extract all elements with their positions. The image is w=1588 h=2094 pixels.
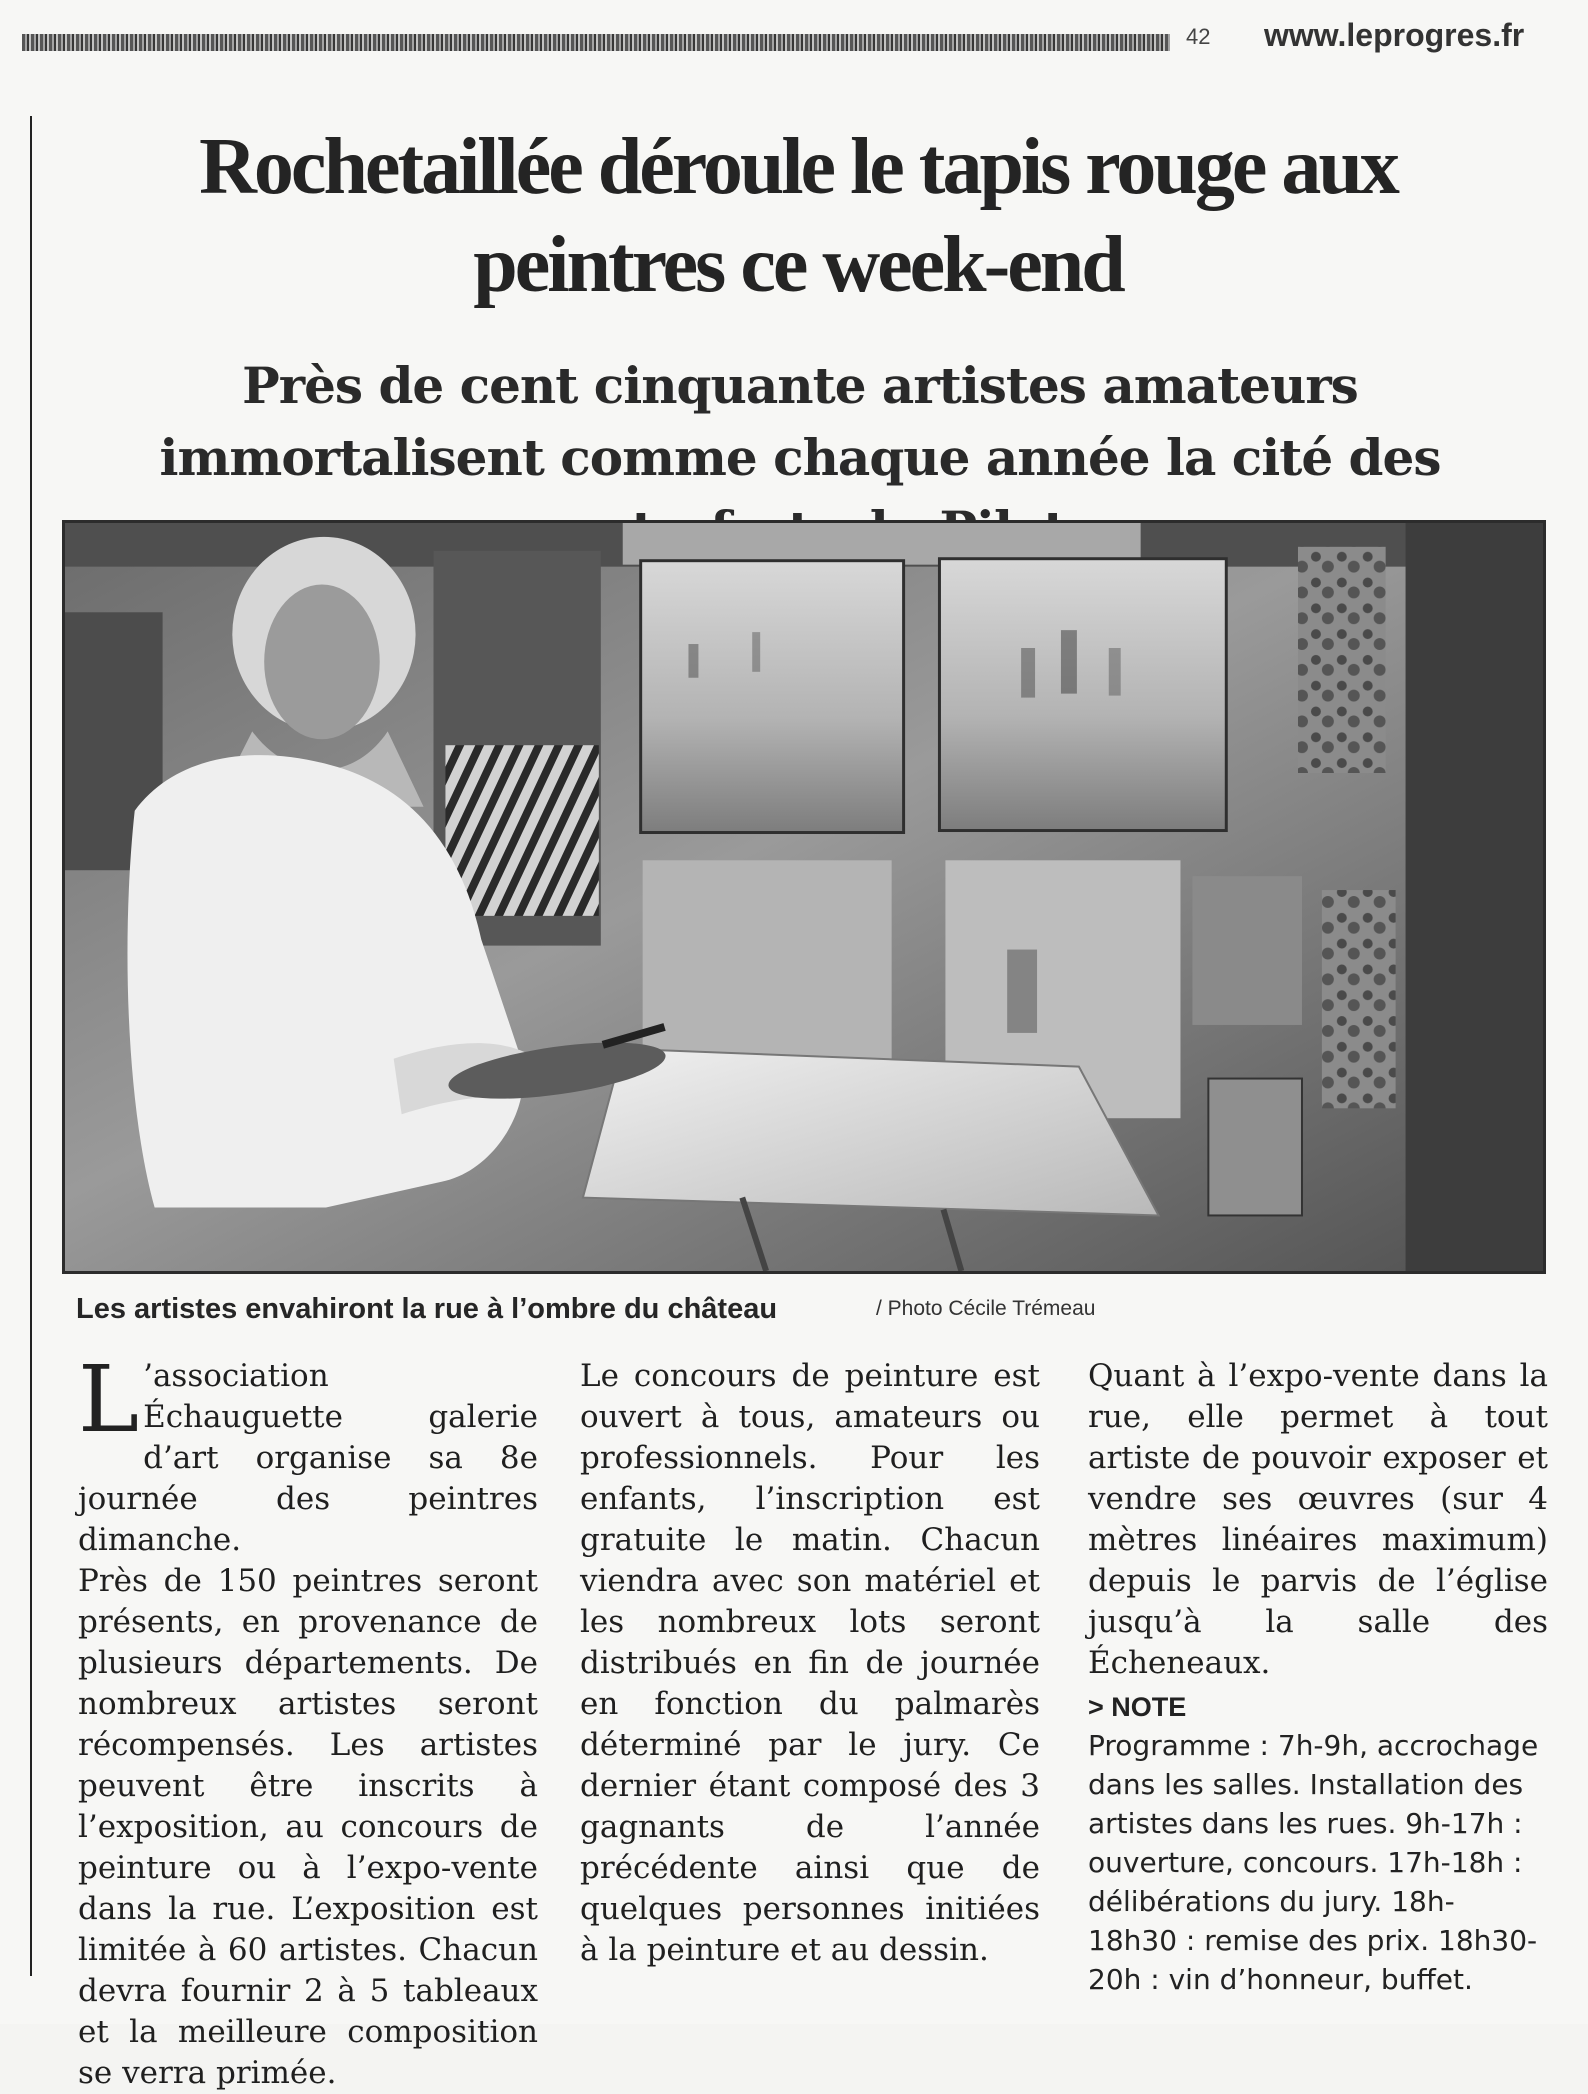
- left-rule: [30, 116, 32, 1976]
- headline: Rochetaillée déroule le tapis rouge aux peintres ce week-end: [199, 123, 1397, 309]
- dropcap: L: [78, 1346, 140, 1453]
- note-title: > NOTE: [1088, 1692, 1187, 1722]
- giraffe-panel: [1322, 890, 1396, 1108]
- upper-right-canvas: [939, 559, 1226, 831]
- photo-caption: Les artistes envahiront la rue à l’ombre du château: [76, 1293, 778, 1325]
- page-number: 42: [1186, 24, 1211, 49]
- display-table: [583, 1049, 1159, 1216]
- article-paragraph: Près de 150 peintres seront présents, en provenance de plusieurs départements. De nombreux artistes seront récompensés. Les artistes peuvent être inscrits à l’exposition, au concours de peinture ou à l’expo-vente dans la rue. L’exposition est limitée à 60 artistes. Chacun devra fournir 2 à 5 tableaux et la meilleure composition se verra primée.: [78, 1563, 538, 2091]
- small-portrait: [1208, 1079, 1302, 1216]
- photo-credit: / Photo Cécile Trémeau: [876, 1297, 1096, 1320]
- top-rule: [22, 34, 1170, 51]
- article-column-middle: [580, 1356, 1040, 1996]
- zebra-painting: [445, 745, 598, 916]
- opening-text: ’association Échauguette galerie d’art organise sa 8e journée des peintres dimanche.: [78, 1358, 538, 1558]
- upper-left-canvas: [641, 561, 904, 833]
- subheadline: Près de cent cinquante artistes amateurs immortalisent comme chaque année la cité des: [159, 356, 1441, 487]
- article-column-right: [1088, 1356, 1548, 1996]
- giraffe-painting: [1298, 547, 1386, 773]
- site-url[interactable]: www.leprogres.fr: [1264, 17, 1525, 53]
- right-dark-area: [1406, 523, 1543, 1271]
- article-column-left: [78, 1346, 538, 2091]
- artist-face: [264, 585, 380, 740]
- portrait-painting: [1192, 876, 1302, 1025]
- opening-paragraph: [78, 1346, 538, 1561]
- article-paragraph: Le concours de peinture est ouvert à tous, amateurs ou professionnels. Pour les enfants, l’inscription est gratuite le matin. Chacun viendra avec son matériel et les nombreux lots seront distribués en fin de journée en fonction du palmarès déterminé par le jury. Ce dernier étant composé des 3 gagnants de l’année précédente ainsi que de quelques personnes initiées à la peinture et au dessin.: [580, 1358, 1040, 1968]
- program-note: Programme : 7h-9h, accrochage dans les salles. Installation des artistes dans les rues. 9h-17h : ouverture, concours. 17h-18h : délibérations du jury. 18h- 18h30 : remise des prix. 18h30-20h : vin d’honneur, buffet.: [1088, 1729, 1539, 1996]
- article-photo: [62, 520, 1546, 1274]
- article-paragraph: Quant à l’expo-vente dans la rue, elle permet à tout artiste de pouvoir exposer et vendre ses œuvres (sur 4 mètres linéaires maximum) depuis le parvis de l’église jusqu’à la salle des Écheneaux.: [1088, 1358, 1548, 1681]
